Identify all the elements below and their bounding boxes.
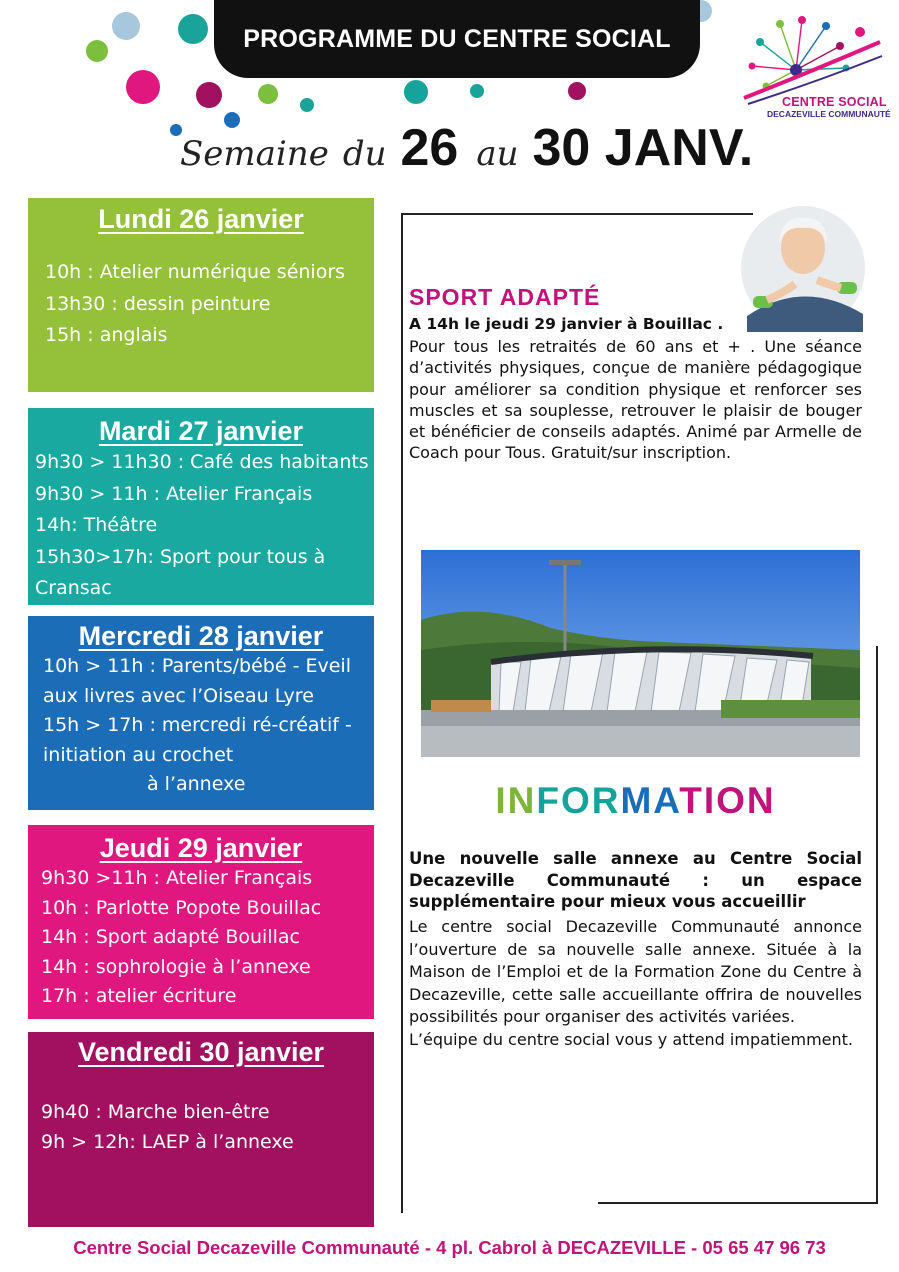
day-title: Lundi 26 janvier [98,204,304,234]
footer-contact: Centre Social Decazeville Communauté - 4 pl. Cabrol à DECAZEVILLE - 05 65 47 96 73 [73,1237,826,1258]
header-title-banner [214,0,700,78]
information-paragraph: Le centre social Decazeville Communauté annonce l’ouverture de sa nouvelle salle annexe. Située à la Maison de l’Emploi et de la Formation Zone du Centre à Decazeville, cette salle accueillante offrira de nouvelles possibilités pour organiser des activités variées. [409,917,862,1026]
schedule-line: 9h30 > 11h : Atelier Français [35,482,313,505]
day-title: Vendredi 30 janvier [77,1037,325,1067]
stadium-photo [421,550,860,757]
schedule-line: Cransac [35,577,112,600]
schedule-line: aux livres avec l’Oiseau Lyre [43,684,314,707]
schedule-line: à l’annexe [147,773,246,795]
information-paragraph: L’équipe du centre social vous y attend impatiemment. [409,1029,853,1049]
week-word-du: du [342,134,387,174]
schedule-line: 14h : Sport adapté Bouillac [41,926,300,948]
week-end-date: 30 JANV. [532,119,754,177]
information-body [409,916,862,1051]
schedule-line: initiation au crochet [43,743,234,766]
day-title: Jeudi 29 janvier [99,833,303,863]
page-title: PROGRAMME DU CENTRE SOCIAL [243,24,671,53]
information-heading-part: IN [495,780,537,821]
day-card-mardi [28,408,374,605]
frame-line-right [876,646,878,1204]
day-title: Mercredi 28 janvier [78,621,324,651]
frame-line-top [401,213,753,215]
information-heading [409,780,862,822]
schedule-line: 10h : Atelier numérique séniors [45,261,346,283]
schedule-line: 9h30 >11h : Atelier Français [41,867,313,889]
sport-section-title: SPORT ADAPTÉ [409,284,601,310]
week-word-semaine: Semaine [180,134,329,174]
schedule-line: 10h : Parlotte Popote Bouillac [41,896,322,919]
schedule-line: 17h : atelier écriture [41,985,237,1007]
schedule-line: 9h30 > 11h30 : Café des habitants [35,451,369,473]
schedule-line: 15h : anglais [45,324,168,346]
schedule-line: 14h: Théâtre [35,514,158,537]
schedule-line: 9h40 : Marche bien-être [41,1101,270,1123]
schedule-line: 15h > 17h : mercredi ré-créatif - [43,714,352,736]
sport-section-body: Pour tous les retraités de 60 ans et + . Une séance d’activités physiques, conçue de manière pédagogique pour améliorer sa condition physique et renforcer ses muscles et sa souplesse, retrouver le plaisir de bouger et bénéficier de conseils adaptés. Animé par Armelle de Coach pour Tous. Gratuit/sur inscription. [409,337,862,463]
day-card-mercredi [28,616,374,810]
day-title: Mardi 27 janvier [98,416,304,446]
logo-name: CENTRE SOCIAL [782,95,887,109]
week-start-date: 26 [400,119,459,177]
schedule-line: 13h30 : dessin peinture [45,292,271,315]
week-word-au: au [476,134,519,174]
schedule-line: 15h30>17h: Sport pour tous à [35,545,326,568]
schedule-line: 10h > 11h : Parents/bébé - Eveil [43,655,351,677]
frame-line-left [401,213,403,1213]
schedule-line: 14h : sophrologie à l’annexe [41,955,311,978]
information-headline: Une nouvelle salle annexe au Centre Social Decazeville Communauté : un espace supplémentaire pour mieux vous accueillir [409,849,862,911]
day-card-vendredi [28,1032,374,1227]
day-card-jeudi [28,825,374,1019]
information-heading-part: FOR [536,780,621,821]
schedule-line: 9h > 12h: LAEP à l’annexe [41,1130,294,1153]
logo-subname: DECAZEVILLE COMMUNAUTÉ [767,109,891,119]
week-heading [180,118,753,188]
frame-line-bottom [598,1202,878,1204]
sport-section-subtitle: A 14h le jeudi 29 janvier à Bouillac . [409,315,724,333]
information-heading-part: MA [620,780,680,821]
day-card-lundi [28,198,374,392]
information-heading-part: TION [679,780,776,821]
senior-exercise-photo [737,204,871,332]
